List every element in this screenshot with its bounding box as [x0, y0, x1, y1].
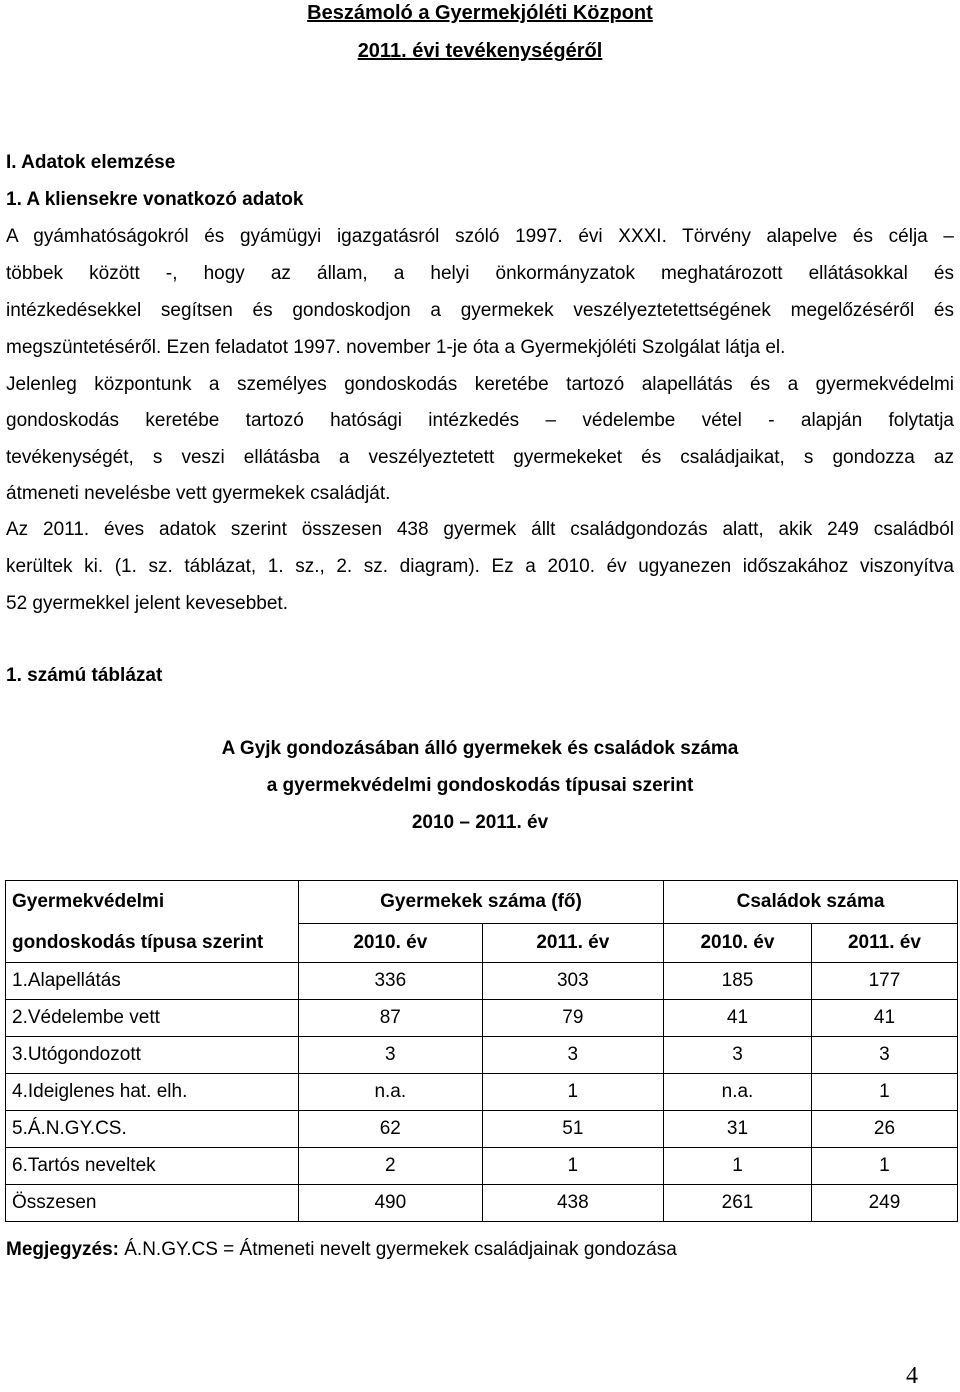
cell: 303: [482, 963, 663, 1000]
cell: 1: [482, 1148, 663, 1185]
table-row-total: [6, 1185, 958, 1222]
document-title-line1: Beszámoló a Gyermekjóléti Központ: [307, 2, 653, 24]
row-label: 3.Utógondozott: [6, 1037, 299, 1074]
document-title-line2: 2011. évi tevékenységéről: [357, 40, 603, 62]
table-rowhead-line1: Gyermekvédelmi: [6, 881, 299, 924]
data-table: [5, 880, 958, 1222]
cell: 177: [811, 963, 957, 1000]
table-group-families: Családok száma: [664, 881, 958, 924]
row-label: Összesen: [6, 1185, 299, 1222]
footnote: [6, 1239, 677, 1261]
cell: n.a.: [664, 1074, 812, 1111]
table-title-line3: 2010 – 2011. év: [411, 812, 549, 833]
paragraph2-line: tevékenységét, s veszi ellátásba a veszélyeztetett gyermekeket és családjaikat, s gondozza az: [6, 447, 954, 468]
paragraph3-line: 52 gyermekkel jelent kevesebbet.: [6, 593, 288, 614]
cell: 3: [299, 1037, 483, 1074]
paragraph1-line: A gyámhatóságokról és gyámügyi igazgatásról szóló 1997. évi XXXI. Törvény alapelve és célja –: [6, 226, 954, 247]
table-col-year: 2010. év: [299, 924, 483, 963]
cell: 26: [811, 1111, 957, 1148]
cell: 31: [664, 1111, 812, 1148]
table-col-year: 2010. év: [664, 924, 812, 963]
paragraph1-line: többek között -, hogy az állam, a helyi önkormányzatok meghatározott ellátásokkal és: [6, 263, 954, 284]
cell: 3: [482, 1037, 663, 1074]
paragraph3-line: kerültek ki. (1. sz. táblázat, 1. sz., 2. sz. diagram). Ez a 2010. év ugyanezen időszakához viszonyítva: [6, 556, 954, 577]
table-col-year: 2011. év: [482, 924, 663, 963]
cell: 1: [664, 1148, 812, 1185]
table-row: [6, 1074, 958, 1111]
table-title-line2: a gyermekvédelmi gondoskodás típusai szerint: [266, 775, 694, 796]
row-label: 5.Á.N.GY.CS.: [6, 1111, 299, 1148]
cell: 3: [811, 1037, 957, 1074]
table-row: [6, 963, 958, 1000]
cell: 261: [664, 1185, 812, 1222]
row-label: 2.Védelembe vett: [6, 1000, 299, 1037]
table-rowhead-line2: gondoskodás típusa szerint: [6, 924, 299, 963]
table-row: [6, 1111, 958, 1148]
paragraph3-line: Az 2011. éves adatok szerint összesen 438 gyermek állt családgondozás alatt, akik 249 családból: [6, 519, 954, 540]
table-title-line1: A Gyjk gondozásában álló gyermekek és családok száma: [221, 738, 739, 759]
cell: 3: [664, 1037, 812, 1074]
table-row: [6, 1148, 958, 1185]
row-label: 4.Ideiglenes hat. elh.: [6, 1074, 299, 1111]
table-row: [6, 1037, 958, 1074]
cell: 2: [299, 1148, 483, 1185]
table-col-year: 2011. év: [811, 924, 957, 963]
row-label: 1.Alapellátás: [6, 963, 299, 1000]
cell: n.a.: [299, 1074, 483, 1111]
section-heading: I. Adatok elemzése: [6, 152, 176, 173]
page-number: 4: [906, 1363, 918, 1389]
table-label: 1. számú táblázat: [6, 665, 163, 686]
cell: 62: [299, 1111, 483, 1148]
cell: 185: [664, 963, 812, 1000]
cell: 438: [482, 1185, 663, 1222]
paragraph2-line: átmeneti nevelésbe vett gyermekek családját.: [6, 483, 391, 504]
cell: 1: [482, 1074, 663, 1111]
paragraph1-line: megszüntetéséről. Ezen feladatot 1997. november 1-je óta a Gyermekjóléti Szolgálat látja el.: [6, 337, 786, 358]
cell: 1: [811, 1074, 957, 1111]
footnote-text: Á.N.GY.CS = Átmeneti nevelt gyermekek családjainak gondozása: [118, 1239, 677, 1260]
paragraph2-line: Jelenleg központunk a személyes gondoskodás keretébe tartozó alapellátás és a gyermekvédelmi: [6, 374, 954, 395]
footnote-label: Megjegyzés:: [6, 1239, 119, 1260]
cell: 87: [299, 1000, 483, 1037]
cell: 41: [664, 1000, 812, 1037]
cell: 490: [299, 1185, 483, 1222]
cell: 41: [811, 1000, 957, 1037]
table-group-children: Gyermekek száma (fő): [299, 881, 664, 924]
cell: 336: [299, 963, 483, 1000]
subsection-heading: 1. A kliensekre vonatkozó adatok: [6, 189, 304, 210]
cell: 79: [482, 1000, 663, 1037]
cell: 51: [482, 1111, 663, 1148]
paragraph2-line: gondoskodás keretébe tartozó hatósági intézkedés – védelembe vétel - alapján folytatja: [6, 410, 954, 431]
table-row: [6, 1000, 958, 1037]
cell: 249: [811, 1185, 957, 1222]
cell: 1: [811, 1148, 957, 1185]
row-label: 6.Tartós neveltek: [6, 1148, 299, 1185]
paragraph1-line: intézkedésekkel segítsen és gondoskodjon a gyermekek veszélyeztetettségének megelőzéséről és: [6, 300, 954, 321]
